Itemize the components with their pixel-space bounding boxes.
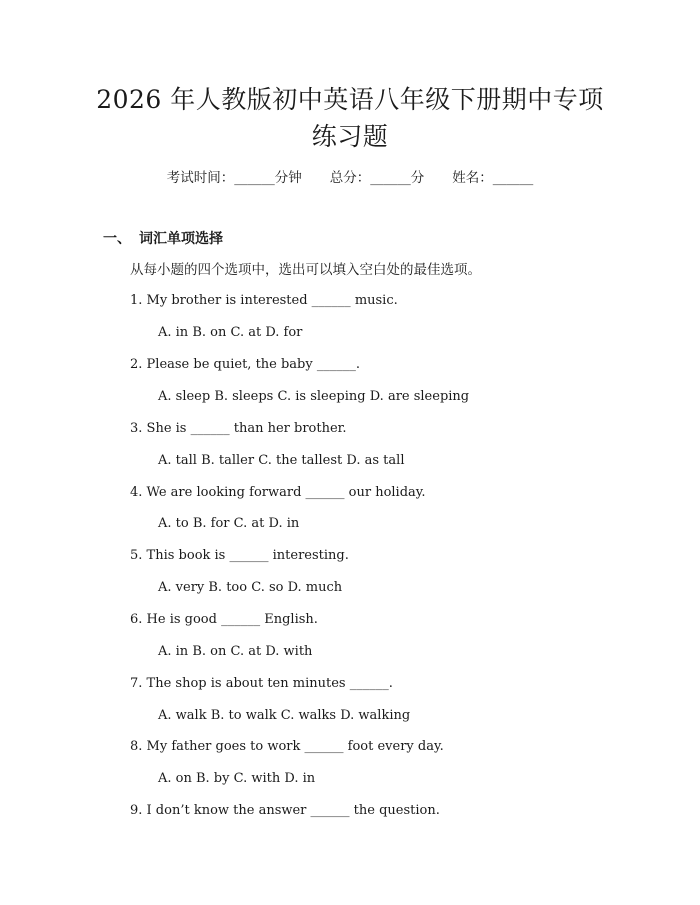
question-9: 9. I don’t know the answer ______ the question. bbox=[130, 803, 440, 818]
question-4: 4. We are looking forward ______ our holiday. bbox=[130, 485, 426, 500]
question-7: 7. The shop is about ten minutes ______. bbox=[130, 676, 393, 691]
question-3-options: A. tall B. taller C. the tallest D. as tall bbox=[158, 453, 405, 468]
question-6-options: A. in B. on C. at D. with bbox=[158, 644, 313, 659]
question-2-options: A. sleep B. sleeps C. is sleeping D. are sleeping bbox=[158, 389, 470, 404]
question-3: 3. She is ______ than her brother. bbox=[130, 421, 347, 436]
section-title: 词汇单项选择 bbox=[139, 231, 223, 247]
student-name-label: 姓名：______ bbox=[452, 170, 534, 186]
document-title-line-2: 练习题 bbox=[311, 122, 389, 151]
exam-meta bbox=[0, 168, 700, 188]
question-5: 5. This book is ______ interesting. bbox=[130, 548, 349, 563]
document-title-line-1: 2026 年人教版初中英语八年级下册期中专项 bbox=[96, 85, 604, 114]
question-2: 2. Please be quiet, the baby ______. bbox=[130, 357, 360, 372]
section-number: 一、 bbox=[103, 231, 131, 247]
question-5-options: A. very B. too C. so D. much bbox=[158, 580, 343, 595]
question-1-options: A. in B. on C. at D. for bbox=[158, 325, 303, 340]
total-score-label: 总分：______分 bbox=[329, 170, 425, 186]
question-6: 6. He is good ______ English. bbox=[130, 612, 318, 627]
section-heading bbox=[103, 229, 223, 249]
question-7-options: A. walk B. to walk C. walks D. walking bbox=[158, 708, 411, 723]
question-8-options: A. on B. by C. with D. in bbox=[158, 771, 316, 786]
question-1: 1. My brother is interested ______ music. bbox=[130, 293, 398, 308]
question-8: 8. My father goes to work ______ foot every day. bbox=[130, 739, 444, 754]
question-4-options: A. to B. for C. at D. in bbox=[158, 516, 300, 531]
exam-time-label: 考试时间：______分钟 bbox=[166, 170, 302, 186]
section-instructions: 从每小题的四个选项中，选出可以填入空白处的最佳选项。 bbox=[130, 262, 481, 278]
